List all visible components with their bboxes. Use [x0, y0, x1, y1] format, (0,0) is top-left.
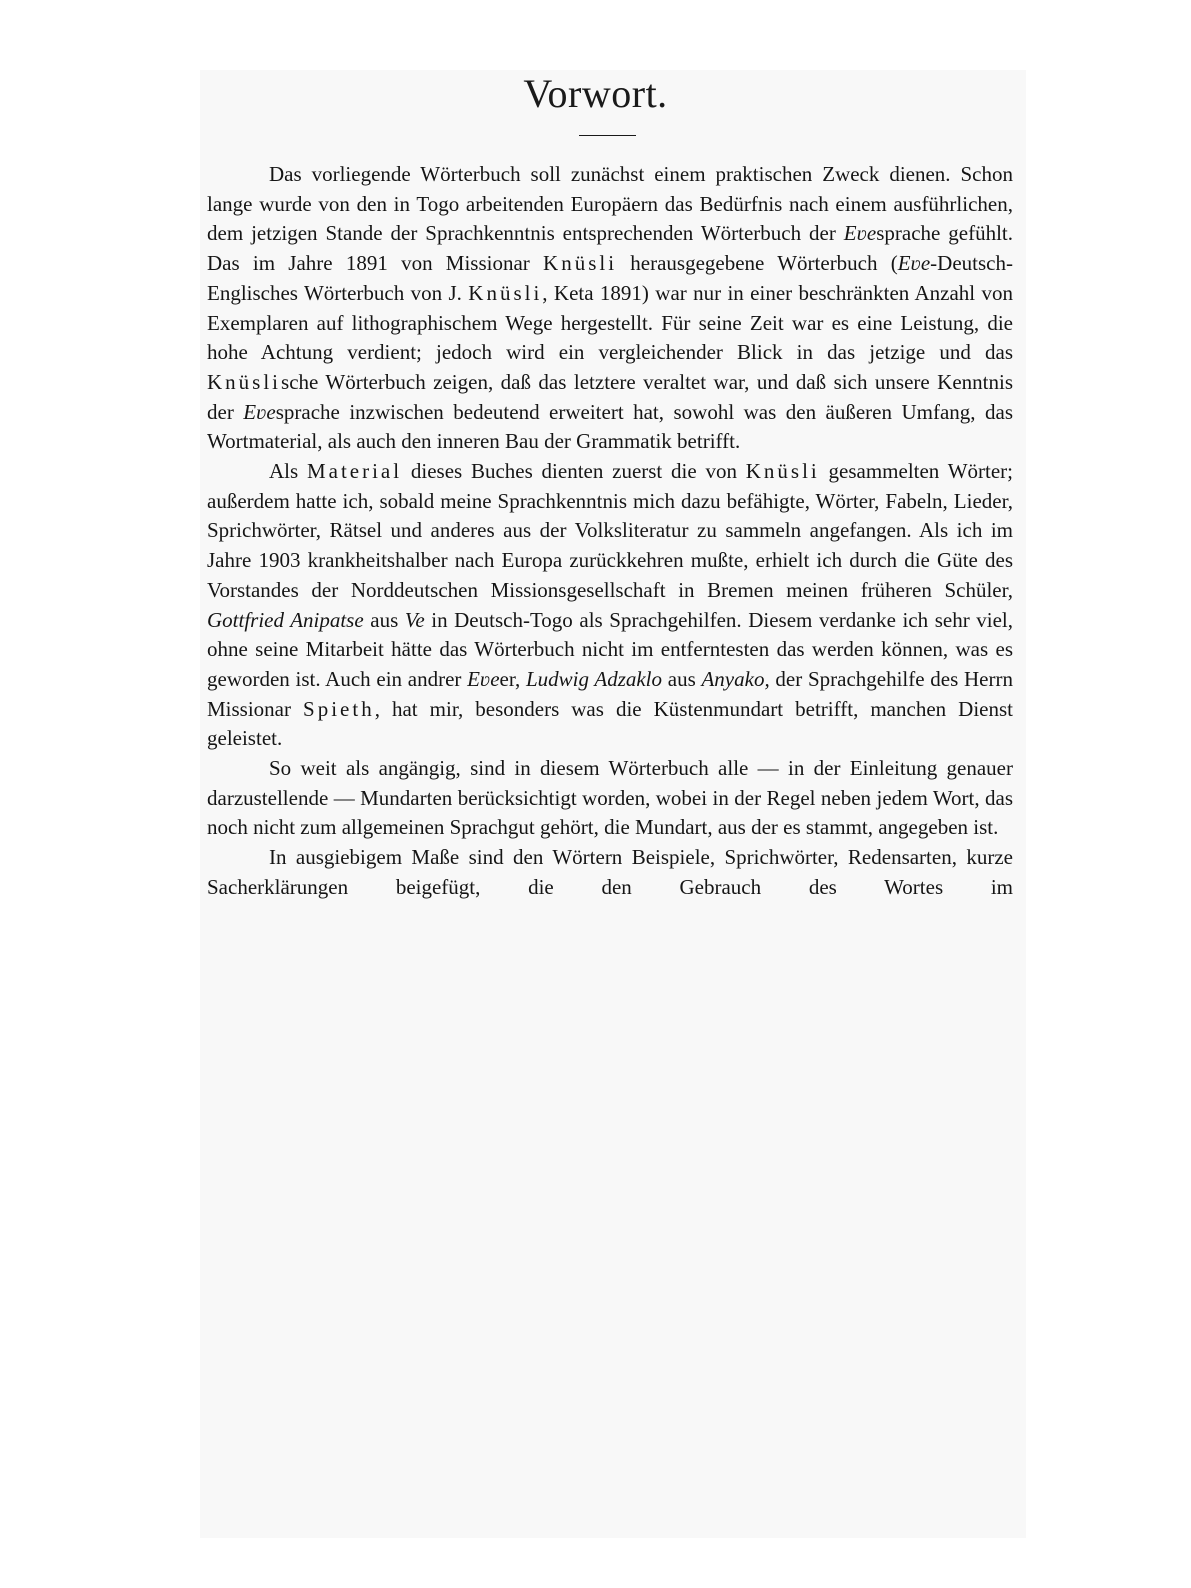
text-run: -Deutsch-Englisches Wörterbuch von J.: [207, 251, 1013, 305]
italic-run: Eʋe: [467, 666, 500, 691]
spaced-name-run: Knüsli: [207, 369, 282, 394]
text-run: So weit als angängig, sind in diesem Wörterbuch alle — in der Einleitung genauer darzustellende — Mundarten berücksichtigt worden, wobei in der Regel neben jedem Wort, das noch nicht zum allgemeinen Sprachgut gehört, die Mundart, aus der es stammt, angegeben ist.: [207, 756, 1013, 840]
text-run: in Deutsch-Togo als Sprachgehilfen. Diesem verdanke ich sehr viel, ohne seine Mitarbeit hätte das Wörterbuch nicht im entferntesten das werden können, was es geworden ist. Auch ein andrer: [207, 607, 1013, 691]
text-run: Als: [269, 459, 307, 484]
spaced-name-run: Knüsli: [468, 280, 543, 305]
text-run: In ausgiebigem Maße sind den Wörtern Beispiele, Sprichwörter, Redensarten, kurze Sacherklärungen beigefügt, die den Gebrauch des Wortes im: [207, 845, 1013, 899]
paragraph: [207, 160, 1013, 457]
page-title: Vorwort.: [523, 71, 668, 116]
spaced-name-run: Knüsli: [543, 251, 618, 276]
italic-run: Ludwig Adzaklo: [526, 666, 663, 691]
text-run: sprache inzwischen bedeutend erweitert hat, sowohl was den äußeren Umfang, das Wortmaterial, als auch den inneren Bau der Grammatik betrifft.: [207, 399, 1013, 454]
spaced-name-run: Knüsli: [745, 459, 820, 484]
spaced-name-run: Spieth: [303, 696, 375, 721]
spaced-name-run: Material: [306, 459, 403, 484]
italic-run: Eʋe: [243, 399, 276, 424]
italic-run: Eʋe: [897, 251, 931, 276]
italic-run: Ve: [404, 607, 425, 632]
italic-run: Eʋe: [843, 221, 877, 246]
text-run: er,: [499, 666, 526, 691]
italic-run: Gottfried Anipatse: [207, 607, 364, 632]
text-run: , Keta 1891) war nur in einer beschränkten Anzahl von Exemplaren auf lithographischem Wege hergestellt. Für seine Zeit war es eine Leistung, die hohe Achtung verdient; jedoch wird ein vergleichender Blick in das jetzige und das: [207, 280, 1014, 365]
text-run: Das vorliegende Wörterbuch soll zunächst einem praktischen Zweck dienen. Schon lange wurde von den in Togo arbeitenden Europäern das Bedürfnis nach einem ausführlichen, dem jetzigen Stande der Sprachkenntnis entsprechenden Wörterbuch der: [207, 162, 1013, 246]
text-run: sche Wörterbuch zeigen, daß das letztere veraltet war, und daß sich unsere Kenntnis der: [207, 369, 1013, 424]
text-run: , hat mir, besonders was die Küstenmundart betrifft, manchen Dienst geleistet.: [207, 696, 1014, 751]
text-run: aus: [662, 666, 702, 691]
italic-run: Anyako,: [701, 666, 770, 691]
paragraph: [207, 843, 1013, 902]
body-text: [207, 160, 1013, 903]
text-run: der Sprachgehilfe des Herrn Missionar: [207, 666, 1013, 721]
text-run: dieses Buches dienten zuerst die von: [402, 459, 746, 484]
text-run: gesammelten Wörter; außerdem hatte ich, sobald meine Sprachkenntnis mich dazu befähigte, Wörter, Fabeln, Lieder, Sprichwörter, Rätsel und anderes aus der Volksliteratur zu sammeln angefangen. Als ich im Jahre 1903 krankheitshalber nach Europa zurückkehren mußte, erhielt ich durch die Güte des Vorstandes der Norddeutschen Missionsgesellschaft in Bremen meinen früheren Schüler,: [207, 459, 1013, 602]
paragraph: [207, 754, 1013, 843]
text-run: herausgegebene Wörterbuch (: [617, 251, 898, 276]
paragraph: [207, 457, 1013, 754]
title-divider: [579, 135, 636, 136]
text-run: aus: [363, 607, 405, 632]
text-run: sprache gefühlt. Das im Jahre 1891 von Missionar: [207, 221, 1013, 276]
